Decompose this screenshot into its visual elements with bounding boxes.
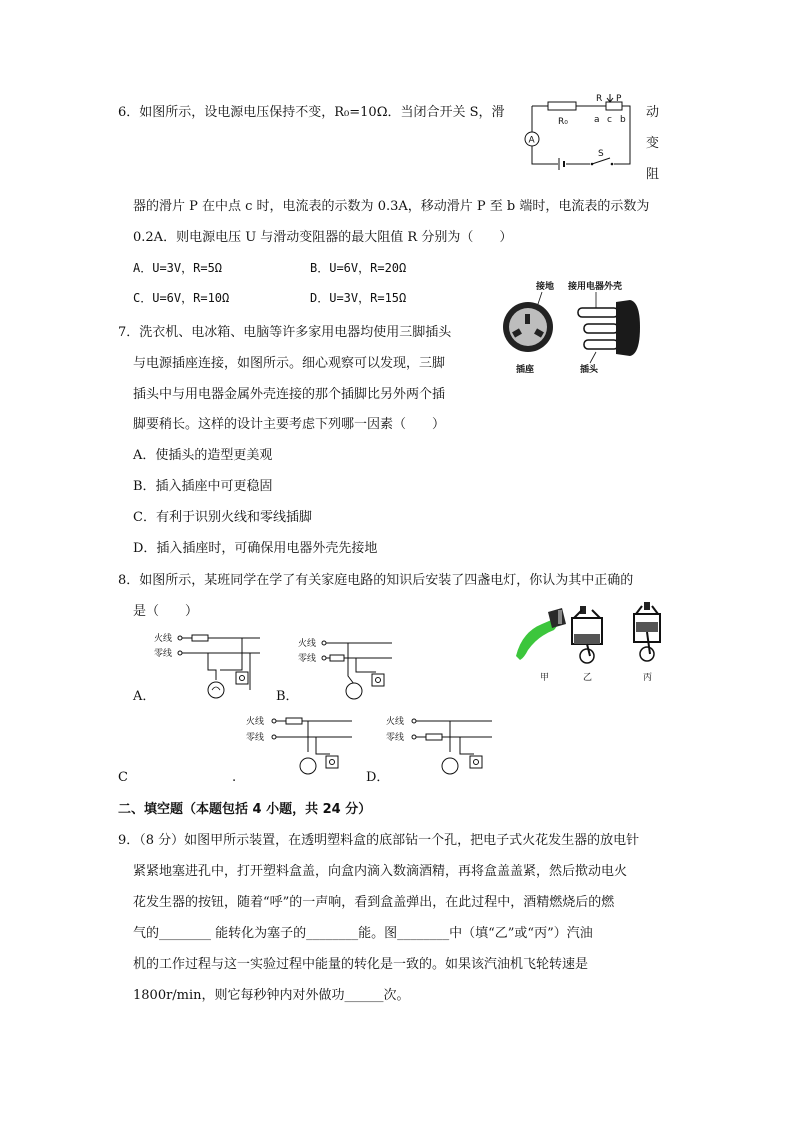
s-label: S [598, 149, 604, 159]
slider-arrow-icon [607, 94, 613, 102]
lamp-icon-c [300, 758, 316, 774]
live-label-c: 火线 [246, 717, 265, 727]
q6-option-c: C．U=6V，R=10Ω [133, 291, 230, 305]
fig-bing-label: 丙 [643, 673, 653, 683]
q7-option-c: C．有利于识别火线和零线插脚 [133, 510, 312, 525]
q7-line-1: 7．洗衣机、电冰箱、电脑等许多家用电器均使用三脚插头 [118, 325, 452, 340]
p-label: P [616, 94, 622, 104]
q6-option-b: B．U=6V，R=20Ω [310, 261, 407, 275]
a-label: a [594, 115, 600, 125]
q7-line-2: 与电源插座连接，如图所示。细心观察可以发现，三脚 [133, 356, 446, 371]
q8-circuit-a [152, 630, 266, 702]
q9-line-5: 机的工作过程与这一实验过程中能量的转化是一致的。如果该汽油机飞轮转速是 [133, 957, 589, 972]
q8-label-a: A． [133, 689, 156, 704]
q6-option-a: A．U=3V，R=5Ω [133, 261, 223, 275]
q8-circuit-b [296, 636, 396, 702]
q9-line-6: 1800r/min，则它每秒钟内对外做功______次。 [133, 988, 410, 1003]
plug-icon [578, 300, 640, 356]
q6-line-1: 6．如图所示，设电源电压保持不变，R₀=10Ω．当闭合开关 S，滑 [118, 105, 505, 120]
q9-line-3: 花发生器的按钮，随着“呼”的一声响，看到盒盖弹出，在此过程中，酒精燃烧后的燃 [133, 895, 615, 910]
fig-jia-drawing [516, 608, 566, 660]
q9-line-1: 9．（8 分）如图甲所示装置，在透明塑料盒的底部钻一个孔，把电子式火花发生器的放电针 [118, 833, 640, 848]
b-label: b [620, 115, 626, 125]
fig-yi-label: 乙 [583, 673, 593, 683]
fig-jia-label: 甲 [540, 673, 550, 683]
r0-label: R₀ [558, 117, 568, 127]
lamp-icon-b [346, 683, 362, 699]
q7-line-3: 插头中与用电器金属外壳连接的那个插脚比另外两个插 [133, 387, 446, 402]
q6-side-char-1: 动 [646, 105, 660, 120]
neutral-label-a: 零线 [154, 649, 173, 659]
neutral-label-d: 零线 [386, 733, 405, 743]
q7-option-d: D．插入插座时，可确保用电器外壳先接地 [133, 541, 378, 556]
q8-line-1: 8．如图所示，某班同学在学了有关家庭电路的知识后安装了四盏电灯，你认为其中正确的 [118, 573, 634, 588]
q6-side-char-3: 阻 [646, 167, 660, 182]
shell-label: 接用电器外壳 [568, 282, 623, 292]
live-label-a: 火线 [154, 634, 173, 644]
neutral-label-b: 零线 [298, 654, 317, 664]
fig-yi-engine [572, 606, 602, 663]
q6-circuit-diagram [518, 92, 638, 172]
r-label: R [596, 94, 603, 104]
c-label: c [607, 115, 612, 125]
q8-circuit-c [244, 712, 358, 782]
ground-label: 接地 [536, 282, 555, 292]
q8-line-2: 是（ ） [133, 604, 199, 619]
q7-option-b: B．插入插座中可更稳固 [133, 479, 273, 494]
q9-line-4: 气的________ 能转化为塞子的________能。图________中（填“乙”或“丙”）汽油 [133, 926, 593, 941]
q9-engine-figure [508, 598, 674, 686]
lamp-icon-a [208, 682, 224, 698]
q6-line-2: 器的滑片 P 在中点 c 时，电流表的示数为 0.3A，移动滑片 P 至 b 端时，电流表的示数为 [133, 199, 650, 214]
ammeter-label: A [528, 135, 535, 146]
resistor-r0 [548, 102, 576, 110]
live-label-d: 火线 [386, 717, 405, 727]
q6-side-char-2: 变 [646, 136, 660, 151]
q8-label-d: D． [366, 770, 390, 785]
q6-line-3: 0.2A．则电源电压 U 与滑动变阻器的最大阻值 R 分别为（ ） [133, 230, 513, 245]
q8-label-c: C [118, 770, 128, 785]
live-label-b: 火线 [298, 639, 317, 649]
plug-label: 插头 [580, 365, 599, 375]
q6-option-d: D．U=3V，R=15Ω [310, 291, 407, 305]
fig-bing-engine [634, 602, 660, 661]
q7-option-a: A．使插头的造型更美观 [133, 448, 273, 463]
neutral-label-c: 零线 [246, 733, 265, 743]
q7-line-4: 脚要稍长。这样的设计主要考虑下列哪一因素（ ） [133, 417, 446, 432]
section-2-title: 二、填空题（本题包括 4 小题，共 24 分） [118, 802, 372, 817]
lamp-icon-d [442, 758, 458, 774]
q8-circuit-d [384, 712, 498, 782]
q7-socket-plug-figure [500, 272, 670, 382]
q8-label-c-dot: . [232, 770, 237, 785]
socket-label: 插座 [516, 365, 535, 375]
q9-line-2: 紧紧地塞进孔中，打开塑料盒盖，向盒内滴入数滴酒精，再将盒盖盖紧，然后揿动电火 [133, 864, 628, 879]
q8-label-b: B． [276, 689, 299, 704]
